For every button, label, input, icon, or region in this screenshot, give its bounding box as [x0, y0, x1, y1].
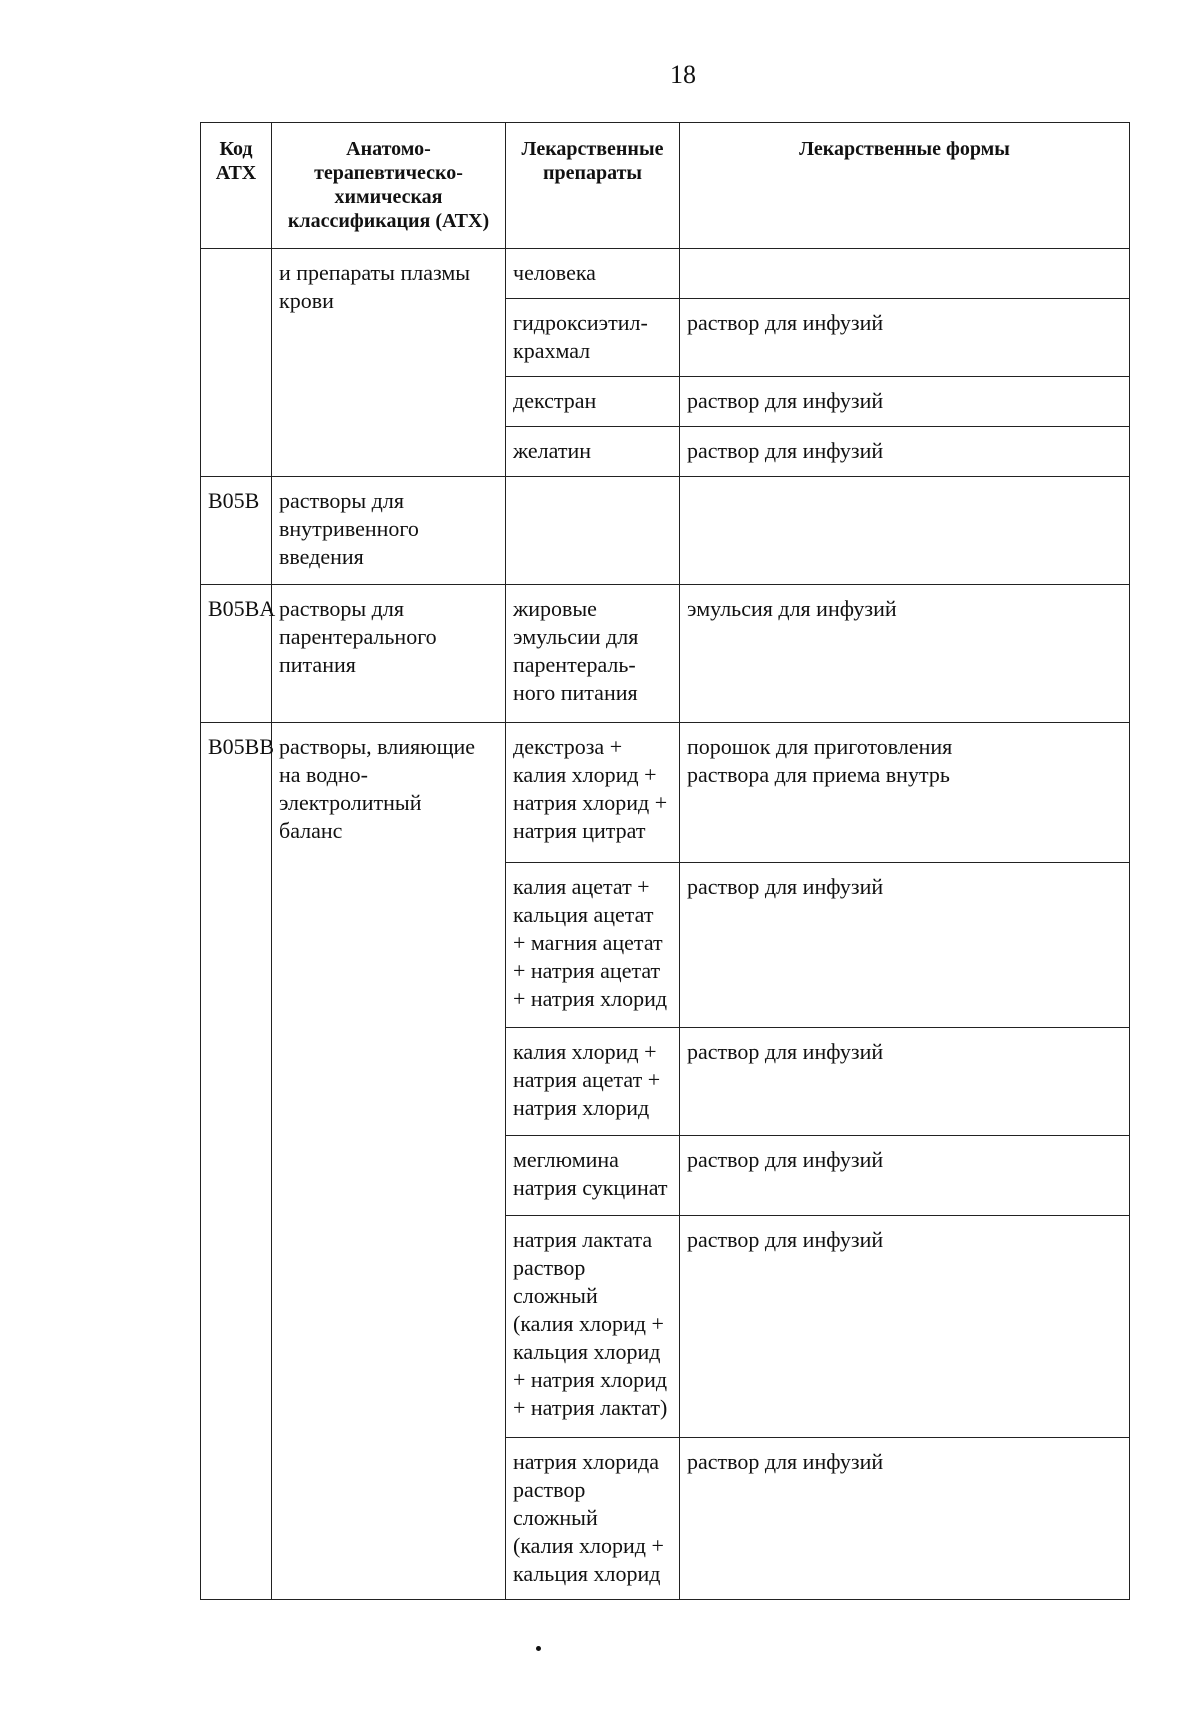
- header-code: Код АТХ: [201, 123, 272, 249]
- drug-cell: калия ацетат + кальция ацетат + магния ацетат + натрия ацетат + натрия хлорид: [506, 863, 680, 1028]
- table-body: [201, 249, 1130, 1600]
- atx-classification-cell: растворы для парентерального питания: [272, 585, 506, 723]
- header-classification: Анатомо- терапевтическо- химическая классификация (АТХ): [272, 123, 506, 249]
- drug-cell: меглюмина натрия сукцинат: [506, 1136, 680, 1216]
- drug-cell: жировые эмульсии для парентераль- ного питания: [506, 585, 680, 723]
- form-cell: порошок для приготовления раствора для приема внутрь: [680, 723, 1130, 863]
- form-cell: [680, 249, 1130, 299]
- form-cell: раствор для инфузий: [680, 1136, 1130, 1216]
- form-cell: раствор для инфузий: [680, 427, 1130, 477]
- atx-classification-cell: и препараты плазмы крови: [272, 249, 506, 477]
- form-cell: раствор для инфузий: [680, 1216, 1130, 1438]
- header-forms: Лекарственные формы: [680, 123, 1130, 249]
- form-cell: эмульсия для инфузий: [680, 585, 1130, 723]
- table-row: [201, 249, 1130, 299]
- form-cell: раствор для инфузий: [680, 377, 1130, 427]
- drug-cell: натрия лактата раствор сложный (калия хлорид + кальция хлорид + натрия хлорид + натрия лактат): [506, 1216, 680, 1438]
- atx-code-cell: B05BA: [201, 585, 272, 723]
- form-cell: раствор для инфузий: [680, 1028, 1130, 1136]
- atx-code-cell: [201, 249, 272, 477]
- table-row: [201, 477, 1130, 585]
- form-cell: раствор для инфузий: [680, 863, 1130, 1028]
- form-cell: раствор для инфузий: [680, 299, 1130, 377]
- drug-cell: калия хлорид + натрия ацетат + натрия хлорид: [506, 1028, 680, 1136]
- atx-code-cell: B05B: [201, 477, 272, 585]
- atx-table: [200, 122, 1130, 1600]
- form-cell: раствор для инфузий: [680, 1438, 1130, 1600]
- header-drugs: Лекарственные препараты: [506, 123, 680, 249]
- table-row: [201, 585, 1130, 723]
- page-dot: [536, 1646, 541, 1651]
- drug-cell: декстран: [506, 377, 680, 427]
- atx-classification-cell: растворы, влияющие на водно- электролитный баланс: [272, 723, 506, 1600]
- table-header-row: [201, 123, 1130, 249]
- drug-cell: человека: [506, 249, 680, 299]
- atx-code-cell: B05BB: [201, 723, 272, 1600]
- drug-cell: гидроксиэтил- крахмал: [506, 299, 680, 377]
- drug-cell: натрия хлорида раствор сложный (калия хлорид + кальция хлорид: [506, 1438, 680, 1600]
- drug-cell: декстроза + калия хлорид + натрия хлорид + натрия цитрат: [506, 723, 680, 863]
- drug-cell: желатин: [506, 427, 680, 477]
- drug-cell: [506, 477, 680, 585]
- form-cell: [680, 477, 1130, 585]
- page-number: 18: [670, 60, 696, 89]
- table-row: [201, 723, 1130, 863]
- atx-classification-cell: растворы для внутривенного введения: [272, 477, 506, 585]
